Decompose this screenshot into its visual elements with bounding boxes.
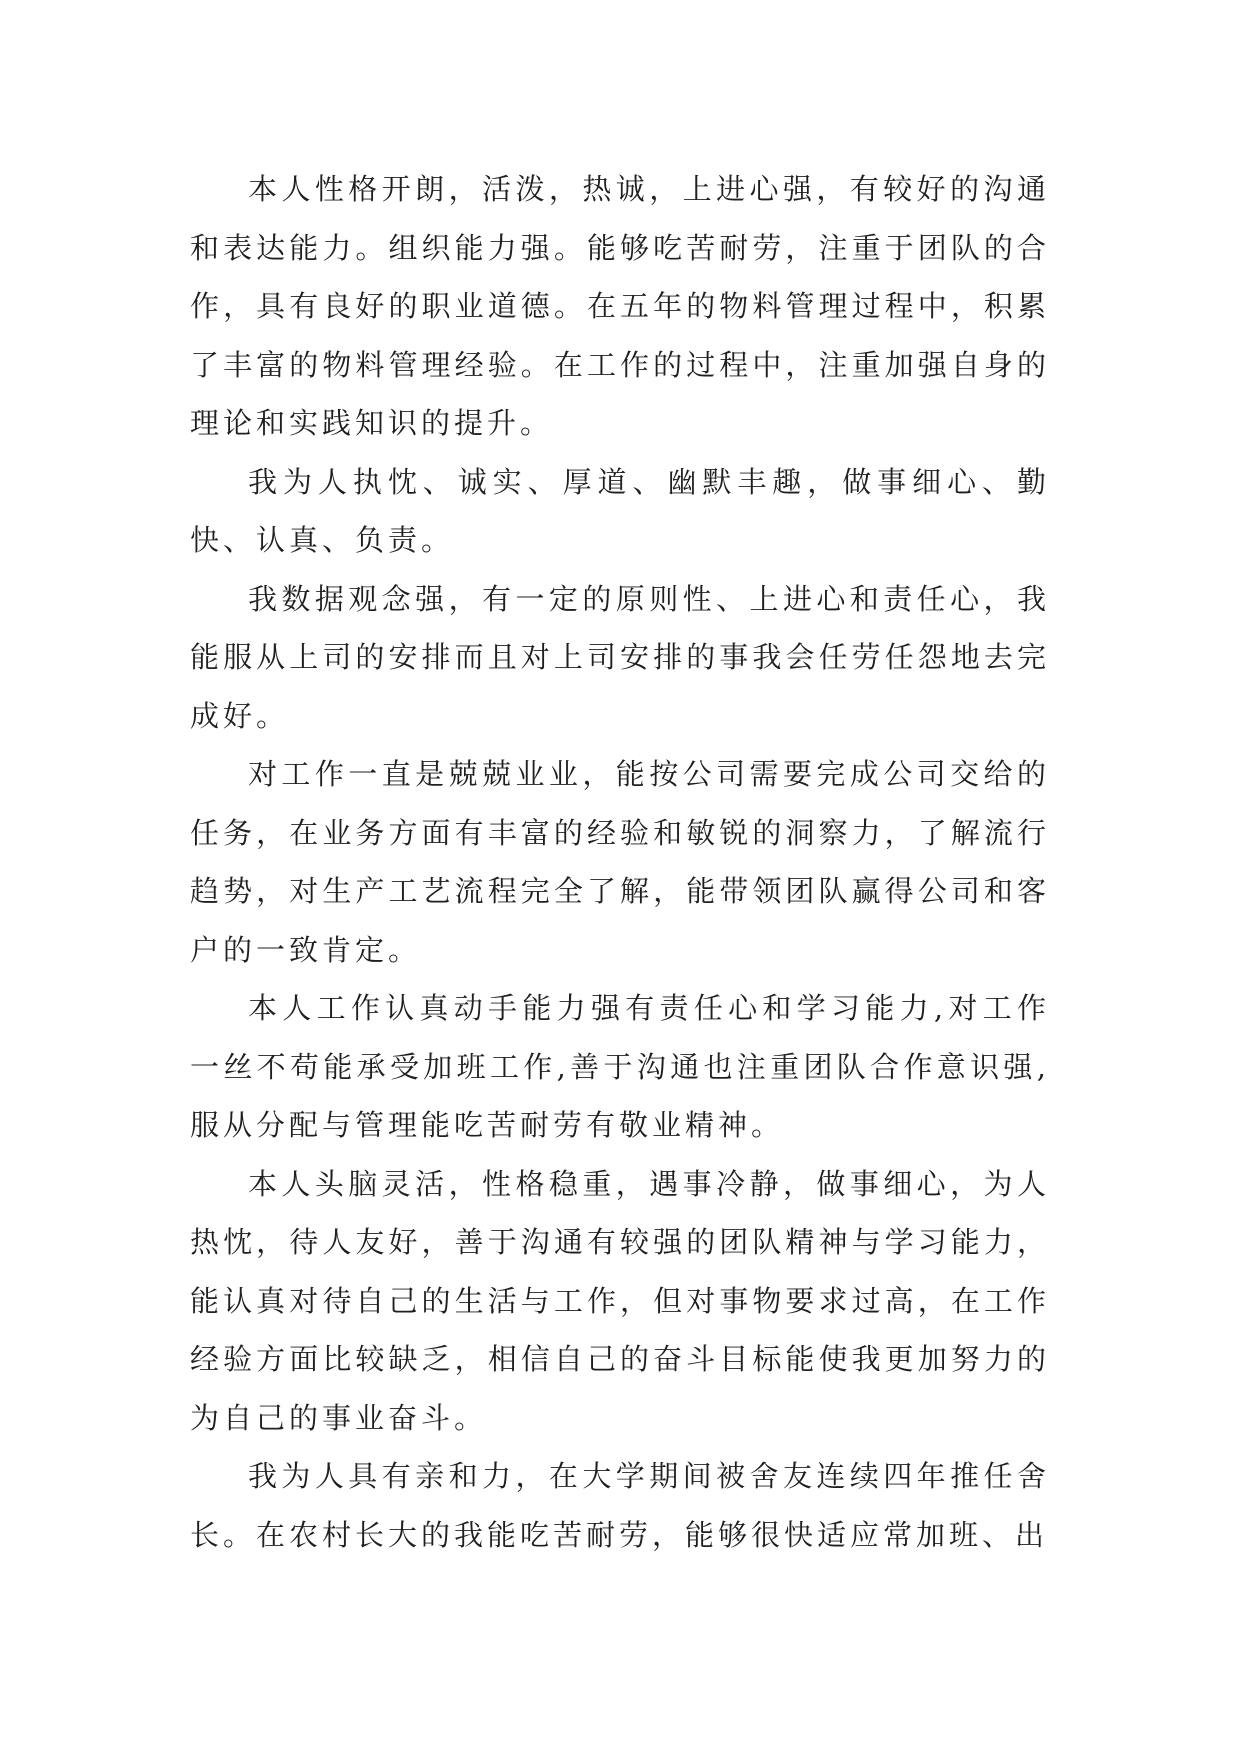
paragraph-2: 我为人执忱、诚实、厚道、幽默丰趣，做事细心、勤快、认真、负责。 bbox=[190, 464, 1050, 557]
paragraph-5: 本人工作认真动手能力强有责任心和学习能力,对工作一丝不苟能承受加班工作,善于沟通也注重团队合作意识强,服从分配与管理能吃苦耐劳有敬业精神。 bbox=[190, 991, 1050, 1142]
paragraph-3: 我数据观念强，有一定的原则性、上进心和责任心，我能服从上司的安排而且对上司安排的事我会任劳任怨地去完成好。 bbox=[190, 581, 1050, 733]
paragraph-4: 对工作一直是兢兢业业，能按公司需要完成公司交给的任务，在业务方面有丰富的经验和敏锐的洞察力，了解流行趋势，对生产工艺流程完全了解，能带领团队赢得公司和客户的一致肯定。 bbox=[190, 757, 1050, 967]
document-body bbox=[190, 160, 1050, 1564]
paragraph-1: 本人性格开朗，活泼，热诚，上进心强，有较好的沟通和表达能力。组织能力强。能够吃苦耐劳，注重于团队的合作，具有良好的职业道德。在五年的物料管理过程中，积累了丰富的物料管理经验。在工作的过程中，注重加强自身的理论和实践知识的提升。 bbox=[190, 172, 1050, 440]
paragraph-7: 我为人具有亲和力，在大学期间被舍友连续四年推任舍长。在农村长大的我能吃苦耐劳，能够很快适应常加班、出 bbox=[190, 1459, 1050, 1552]
paragraph-6: 本人头脑灵活，性格稳重，遇事冷静，做事细心，为人热忱，待人友好，善于沟通有较强的团队精神与学习能力，能认真对待自己的生活与工作，但对事物要求过高，在工作经验方面比较缺乏，相信自己的奋斗目标能使我更加努力的为自己的事业奋斗。 bbox=[190, 1166, 1050, 1435]
